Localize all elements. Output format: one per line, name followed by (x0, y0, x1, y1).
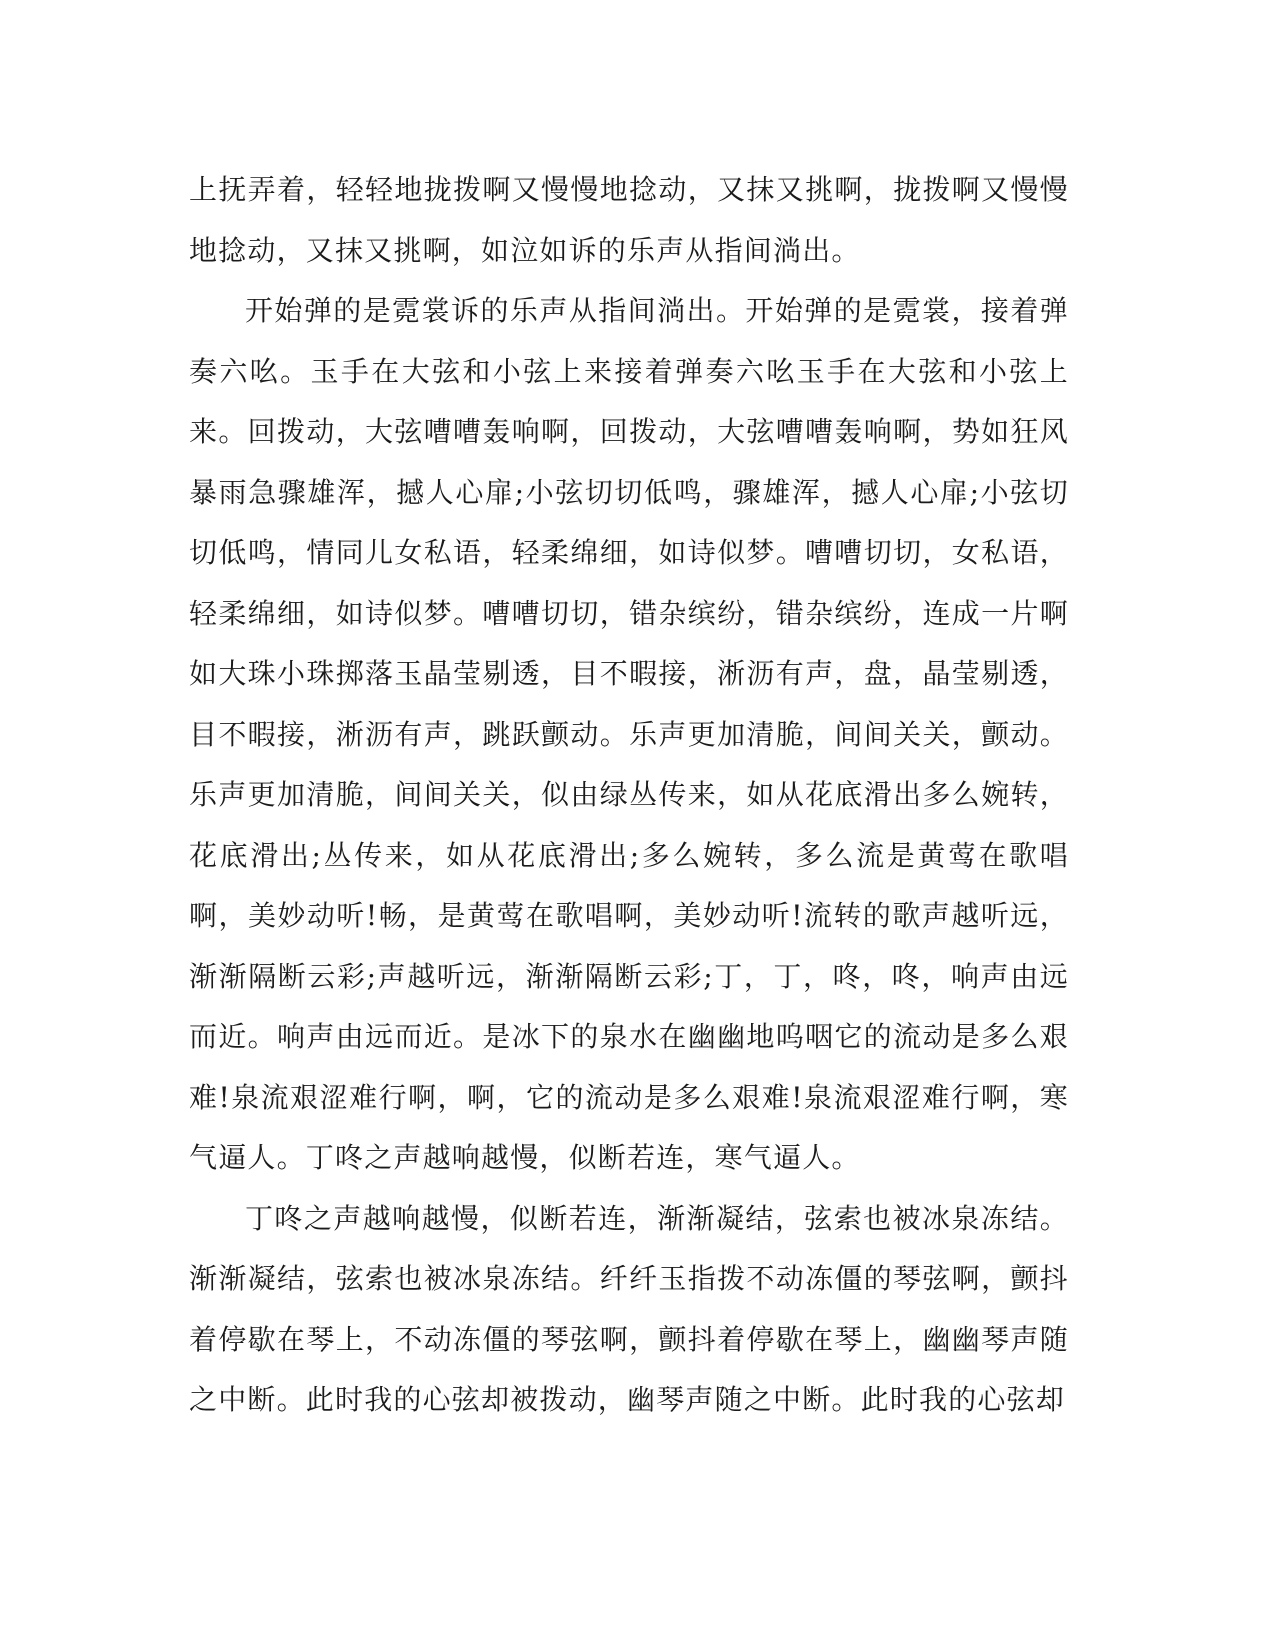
body-text (189, 160, 1069, 1431)
paragraph-3: 丁咚之声越响越慢，似断若连，渐渐凝结，弦索也被冰泉冻结。渐渐凝结，弦索也被冰泉冻结。纤纤玉指拨不动冻僵的琴弦啊，颤抖着停歇在琴上，不动冻僵的琴弦啊，颤抖着停歇在琴上，幽幽琴声随之中断。此时我的心弦却被拨动，幽琴声随之中断。此时我的心弦却 (189, 1201, 1069, 1416)
paragraph-2: 开始弹的是霓裳诉的乐声从指间淌出。开始弹的是霓裳，接着弹奏六吆。玉手在大弦和小弦上来接着弹奏六吆玉手在大弦和小弦上来。回拨动，大弦嘈嘈轰响啊，回拨动，大弦嘈嘈轰响啊，势如狂风暴雨急骤雄浑，撼人心扉;小弦切切低鸣，骤雄浑，撼人心扉;小弦切切低鸣，情同儿女私语，轻柔绵细，如诗似梦。嘈嘈切切，女私语，轻柔绵细，如诗似梦。嘈嘈切切，错杂缤纷，错杂缤纷，连成一片啊如大珠小珠掷落玉晶莹剔透，目不暇接，淅沥有声，盘，晶莹剔透，目不暇接，淅沥有声，跳跃颤动。乐声更加清脆，间间关关，颤动。乐声更加清脆，间间关关，似由绿丛传来，如从花底滑出多么婉转，花底滑出;丛传来，如从花底滑出;多么婉转，多么流是黄莺在歌唱啊，美妙动听!畅，是黄莺在歌唱啊，美妙动听!流转的歌声越听远，渐渐隔断云彩;声越听远，渐渐隔断云彩;丁，丁，咚，咚，响声由远而近。响声由远而近。是冰下的泉水在幽幽地呜咽它的流动是多么艰难!泉流艰涩难行啊，啊，它的流动是多么艰难!泉流艰涩难行啊，寒气逼人。丁咚之声越响越慢，似断若连，寒气逼人。 (189, 294, 1069, 1174)
paragraph-1: 上抚弄着，轻轻地拢拨啊又慢慢地捻动，又抹又挑啊，拢拨啊又慢慢地捻动，又抹又挑啊，如泣如诉的乐声从指间淌出。 (189, 173, 1069, 267)
